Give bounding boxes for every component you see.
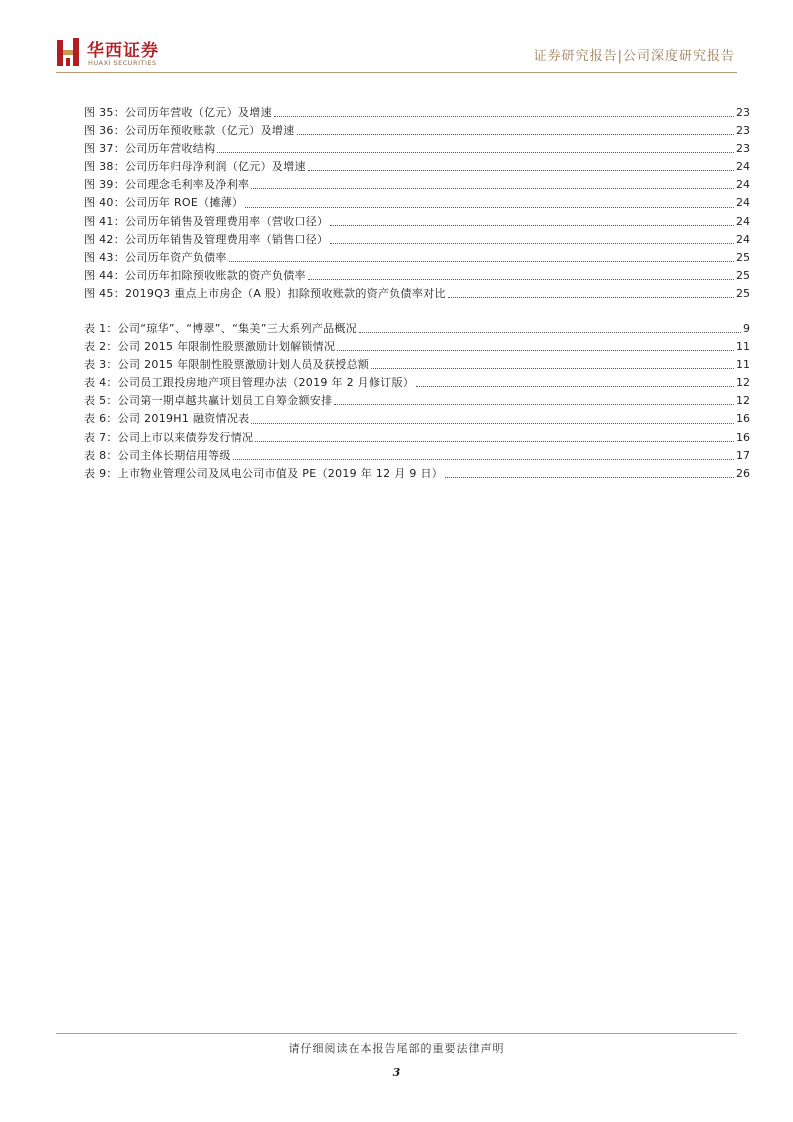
table-entry-page: 9	[743, 322, 750, 335]
figure-entry[interactable]	[84, 285, 750, 303]
dot-leader	[274, 116, 734, 117]
table-entry-label: 表 1：公司“琼华”、“博翠”、“集美”三大系列产品概况	[84, 322, 358, 335]
figure-entry-page: 24	[736, 196, 750, 210]
dot-leader	[334, 404, 734, 405]
figure-entry-page: 23	[736, 142, 750, 156]
dot-leader	[448, 297, 734, 298]
footer-divider	[56, 1033, 737, 1034]
table-entry[interactable]	[84, 356, 750, 374]
figure-entry-page: 24	[736, 232, 750, 246]
table-entry-label: 表 5：公司第一期卓越共赢计划员工自筹金额安排	[84, 394, 333, 408]
brand-name-en: HUAXI SECURITIES	[88, 59, 157, 67]
figure-entry[interactable]	[84, 140, 750, 158]
table-entry-label: 表 8：公司主体长期信用等级	[84, 448, 231, 462]
figure-entry[interactable]	[84, 104, 750, 122]
dot-leader	[416, 386, 734, 387]
dot-leader	[251, 423, 734, 424]
dot-leader	[308, 170, 734, 171]
figure-entry[interactable]	[84, 158, 750, 176]
figure-entry-label: 图 41：公司历年销售及管理费用率（营收口径）	[84, 214, 329, 228]
page-header	[0, 0, 793, 80]
dot-leader	[233, 459, 734, 460]
table-entry[interactable]	[84, 429, 750, 447]
figure-entry[interactable]	[84, 249, 750, 267]
dot-leader	[297, 134, 735, 135]
figure-entry-label: 图 39：公司理念毛利率及净利率	[84, 178, 250, 192]
figure-entry-label: 图 38：公司历年归母净利润（亿元）及增速	[84, 160, 306, 174]
table-entry[interactable]	[84, 465, 750, 483]
table-entry[interactable]	[84, 338, 750, 356]
figure-entry-label: 图 43：公司历年资产负债率	[84, 250, 227, 264]
table-entry-page: 12	[736, 376, 750, 390]
page-number: 3	[392, 1066, 401, 1079]
table-entry-page: 17	[736, 448, 750, 462]
table-entry-page: 12	[736, 394, 750, 408]
dot-leader	[445, 477, 734, 478]
figure-entry[interactable]	[84, 267, 750, 285]
table-entry-page: 26	[736, 466, 750, 480]
figure-entry[interactable]	[84, 231, 750, 249]
dot-leader	[337, 350, 734, 351]
brand-name-cn: 华西证券	[87, 41, 159, 61]
figure-entry-page: 25	[736, 250, 750, 264]
figure-index-list	[84, 104, 750, 303]
table-entry-page: 16	[736, 430, 750, 444]
figure-entry[interactable]	[84, 213, 750, 231]
dot-leader	[359, 332, 741, 333]
report-type: 证券研究报告|公司深度研究报告	[533, 49, 735, 64]
figure-entry[interactable]	[84, 176, 750, 194]
dot-leader	[217, 152, 734, 153]
table-entry[interactable]	[84, 374, 750, 392]
table-entry-label: 表 3：公司 2015 年限制性股票激励计划人员及获授总额	[84, 358, 370, 372]
figure-entry-page: 23	[736, 124, 750, 138]
table-entry-label: 表 4：公司员工跟投房地产项目管理办法（2019 年 2 月修订版）	[84, 376, 415, 390]
table-entry[interactable]	[84, 410, 750, 428]
dot-leader	[229, 261, 734, 262]
table-entry-label: 表 7：公司上市以来债券发行情况	[84, 430, 254, 444]
dot-leader	[330, 243, 734, 244]
figure-entry-page: 24	[736, 178, 750, 192]
dot-leader	[330, 225, 734, 226]
table-index-list	[84, 320, 750, 483]
figure-entry-label: 图 40：公司历年 ROE（摊薄）	[84, 196, 244, 210]
figure-entry-page: 24	[736, 160, 750, 174]
figure-entry-label: 图 42：公司历年销售及管理费用率（销售口径）	[84, 232, 329, 246]
figure-entry-label: 图 37：公司历年营收结构	[84, 142, 216, 156]
table-entry[interactable]	[84, 447, 750, 465]
dot-leader	[308, 279, 734, 280]
figure-entry-page: 25	[736, 286, 750, 300]
table-entry-label: 表 2：公司 2015 年限制性股票激励计划解锁情况	[84, 340, 336, 354]
figure-entry[interactable]	[84, 122, 750, 140]
figure-entry-label: 图 45：2019Q3 重点上市房企（A 股）扣除预收账款的资产负债率对比	[84, 286, 446, 300]
table-entry[interactable]	[84, 320, 750, 338]
table-entry[interactable]	[84, 392, 750, 410]
header-divider	[56, 72, 737, 73]
figure-entry-label: 图 44：公司历年扣除预收账款的资产负债率	[84, 268, 306, 282]
figure-entry-page: 23	[736, 106, 750, 119]
table-entry-page: 16	[736, 412, 750, 426]
huaxi-logo-icon	[56, 36, 82, 68]
dot-leader	[245, 207, 734, 208]
figure-entry-page: 25	[736, 268, 750, 282]
dot-leader	[251, 188, 734, 189]
table-entry-label: 表 6：公司 2019H1 融资情况表	[84, 412, 250, 426]
figure-entry[interactable]	[84, 194, 750, 212]
figure-entry-label: 图 36：公司历年预收账款（亿元）及增速	[84, 124, 295, 138]
dot-leader	[371, 368, 734, 369]
figure-entry-page: 24	[736, 214, 750, 228]
figure-entry-label: 图 35：公司历年营收（亿元）及增速	[84, 106, 272, 119]
dot-leader	[255, 441, 734, 442]
table-entry-page: 11	[736, 358, 750, 372]
table-entry-page: 11	[736, 340, 750, 354]
table-entry-label: 表 9：上市物业管理公司及凤电公司市值及 PE（2019 年 12 月 9 日）	[84, 466, 444, 480]
legal-notice: 请仔细阅读在本报告尾部的重要法律声明	[288, 1042, 505, 1055]
